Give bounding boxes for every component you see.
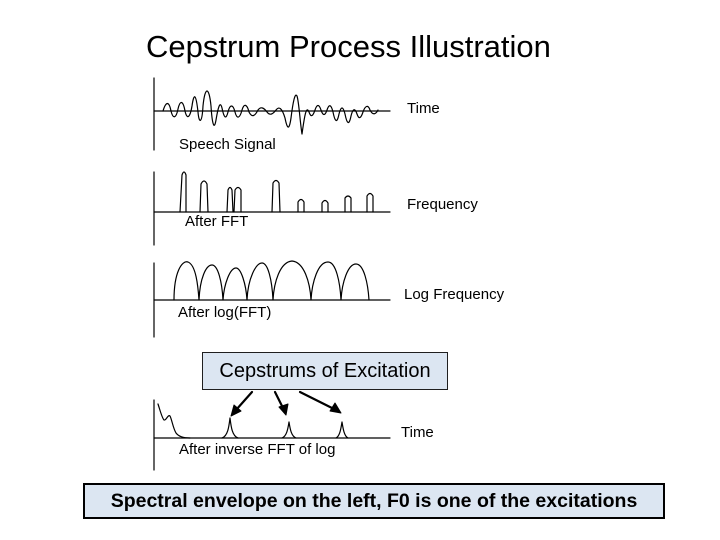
spectral-envelope-curve xyxy=(158,404,190,438)
excitation-peak xyxy=(336,422,348,438)
arrowhead xyxy=(330,403,341,413)
speech-waveform xyxy=(163,91,378,134)
fft-peak xyxy=(367,194,373,213)
logfft-panel xyxy=(154,261,390,337)
speech-caption: Speech Signal xyxy=(179,136,276,153)
excitation-label: Cepstrums of Excitation xyxy=(219,359,431,382)
fft-peak xyxy=(322,201,328,213)
ifft-panel xyxy=(154,400,390,470)
fft-peak xyxy=(272,181,280,213)
excitation-peak xyxy=(282,422,296,438)
ifft-caption: After inverse FFT of log xyxy=(179,441,336,458)
logfft-curve xyxy=(174,261,369,300)
fft-peak xyxy=(200,181,208,212)
excitation-peak xyxy=(222,418,238,438)
fft-peak xyxy=(180,172,186,212)
fft-peak xyxy=(234,188,241,213)
slide-title: Cepstrum Process Illustration xyxy=(146,29,551,64)
ifft-axis-label: Time xyxy=(401,424,434,441)
arrow-to-first-peak xyxy=(236,392,252,410)
arrow-to-third-peak xyxy=(300,392,334,409)
fft-panel xyxy=(154,172,390,245)
fft-peak xyxy=(298,200,304,213)
fft-axis-label: Frequency xyxy=(407,196,478,213)
bottom-caption: Spectral envelope on the left, F0 is one of the excitations xyxy=(110,489,638,512)
logfft-caption: After log(FFT) xyxy=(178,304,272,321)
fft-peak xyxy=(227,188,233,213)
excitation-label-box xyxy=(202,352,448,390)
fft-peak xyxy=(345,196,351,212)
logfft-axis-label: Log Frequency xyxy=(404,286,505,303)
speech-axis-label: Time xyxy=(407,100,440,117)
fft-caption: After FFT xyxy=(185,213,249,230)
excitation-arrows xyxy=(231,392,341,416)
bottom-caption-box xyxy=(83,483,665,519)
arrowhead xyxy=(279,404,288,415)
